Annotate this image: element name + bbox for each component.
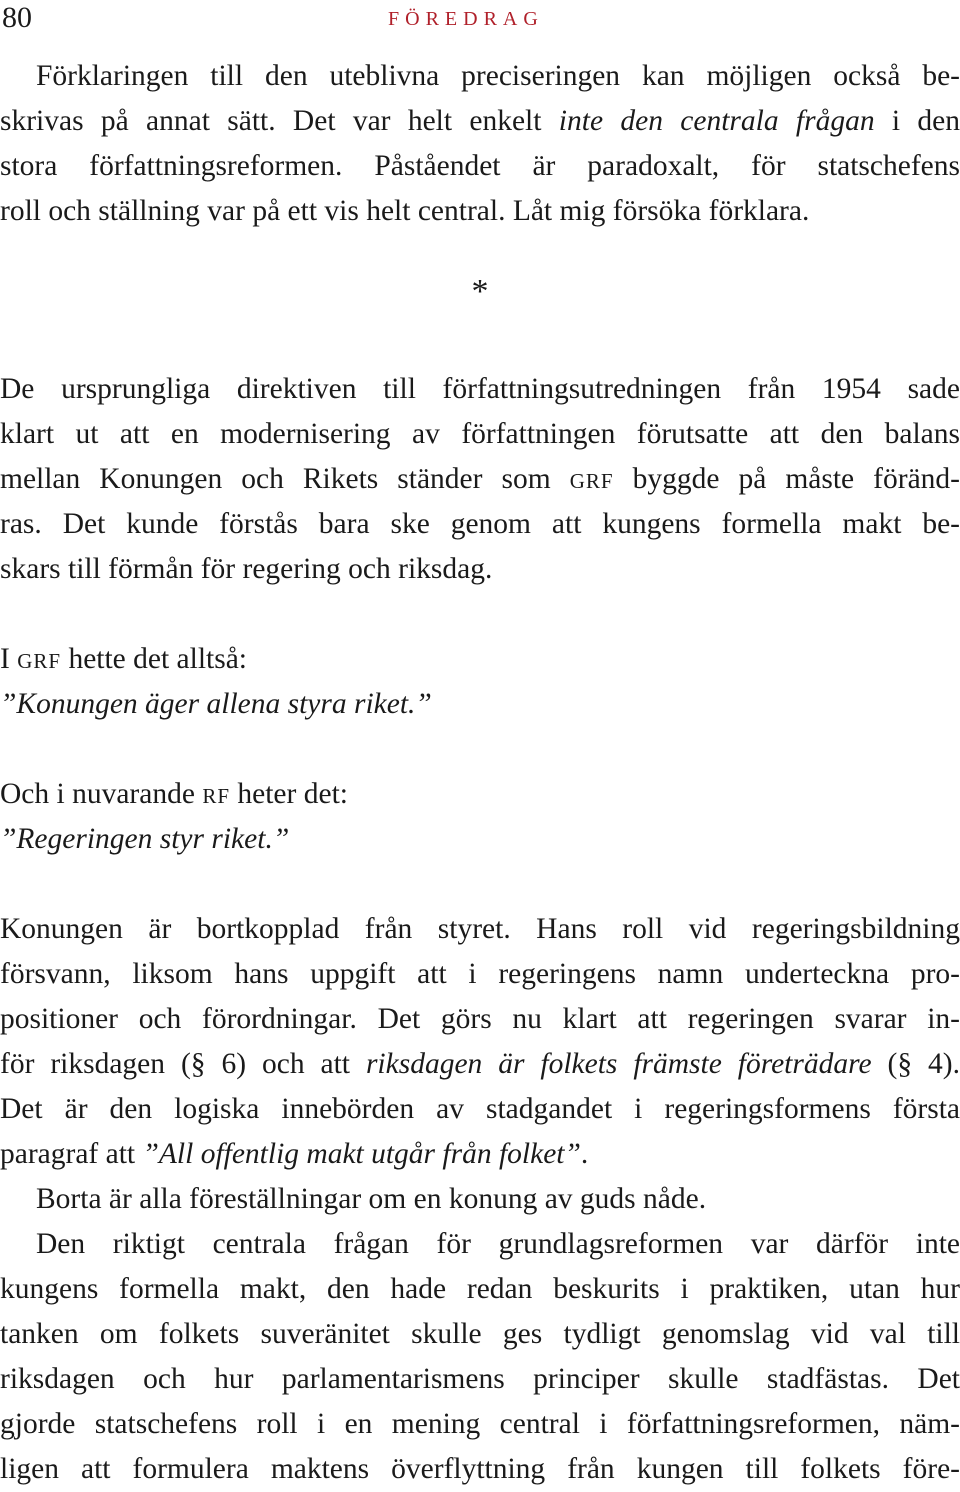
text-line	[0, 907, 960, 952]
text-run: ligen att formulera maktens överflyttning från kungen till folkets före-	[0, 1453, 960, 1485]
text-run: I	[0, 643, 10, 675]
text-line	[0, 144, 960, 189]
text-line	[0, 952, 960, 997]
text-run: stora författningsreformen. Påståendet är paradoxalt, för statschefens	[0, 150, 960, 182]
paragraph-directives	[0, 367, 960, 592]
text-run: Det är den logiska innebörden av stadgandet i regeringsformens första	[0, 1093, 960, 1125]
text-run: skrivas på annat sätt. Det var helt enkelt	[0, 105, 542, 137]
section-separator-asterisk: *	[471, 273, 489, 310]
quote-block-grf	[0, 637, 960, 727]
text-line	[0, 367, 960, 412]
abbreviation-grf: grf	[17, 643, 62, 675]
text-run: Förklaringen till den uteblivna preciseringen kan möjligen också be-	[36, 60, 960, 92]
text-line	[0, 99, 960, 144]
emphasis-text: inte den centrala frågan	[558, 105, 875, 137]
quotation: ”Regeringen styr riket.”	[0, 823, 290, 855]
text-run: för riksdagen (§ 6) och att	[0, 1048, 350, 1080]
paragraph-explanation	[0, 54, 960, 234]
text-run: (§ 4).	[887, 1048, 960, 1080]
text-line	[0, 1447, 960, 1492]
quote-line	[0, 817, 960, 862]
text-line	[0, 1267, 960, 1312]
text-line	[0, 412, 960, 457]
text-line	[0, 547, 960, 592]
emphasis-text: ”All offentlig makt utgår från folket”	[142, 1138, 581, 1170]
text-run: klart ut att en modernisering av författningen förutsatte att den balans	[0, 418, 960, 450]
text-run: Den riktigt centrala frågan för grundlagsreformen var därför inte	[36, 1228, 960, 1260]
text-run: försvann, liksom hans uppgift att i regeringens namn underteckna pro-	[0, 958, 960, 990]
text-line	[0, 1402, 960, 1447]
text-run: kungens formella makt, den hade redan beskurits i praktiken, utan hur	[0, 1273, 960, 1305]
text-run: heter det:	[237, 778, 348, 810]
abbreviation-grf: grf	[569, 463, 614, 495]
text-run: ras. Det kunde förstås bara ske genom att kungens formella makt be-	[0, 508, 960, 540]
text-run: roll och ställning var på ett vis helt central. Låt mig försöka förklara.	[0, 195, 810, 227]
running-head: FÖREDRAG	[388, 8, 544, 30]
text-line	[0, 1357, 960, 1402]
text-line	[0, 1222, 960, 1267]
text-run: riksdagen och hur parlamentarismens principer skulle stadfästas. Det	[0, 1363, 960, 1395]
emphasis-text: riksdagen är folkets främste företrädare	[365, 1048, 872, 1080]
quotation: ”Konungen äger allena styra riket.”	[0, 688, 432, 720]
text-line	[0, 1132, 960, 1177]
text-run: Konungen är bortkopplad från styret. Hans roll vid regeringsbildning	[0, 913, 960, 945]
text-run: Och i nuvarande	[0, 778, 195, 810]
text-line	[0, 997, 960, 1042]
text-line	[0, 54, 960, 99]
text-run: skars till förmån för regering och riksdag.	[0, 553, 493, 585]
text-line	[0, 772, 960, 817]
text-line	[0, 1087, 960, 1132]
text-line	[0, 637, 960, 682]
quote-line	[0, 682, 960, 727]
quote-block-rf	[0, 772, 960, 862]
page-number: 80	[2, 1, 32, 34]
text-line	[0, 502, 960, 547]
text-run: positioner och förordningar. Det görs nu klart att regeringen svarar in-	[0, 1003, 960, 1035]
text-line	[0, 1312, 960, 1357]
text-line	[0, 1042, 960, 1087]
text-run: gjorde statschefens roll i en mening central i författningsreformen, näm-	[0, 1408, 960, 1440]
text-run: mellan Konungen och Rikets ständer som	[0, 463, 551, 495]
abbreviation-rf: rf	[202, 778, 231, 810]
text-run: paragraf att	[0, 1138, 136, 1170]
text-run: .	[580, 1138, 589, 1170]
paragraph-conclusion	[0, 907, 960, 1492]
text-line	[0, 1177, 960, 1222]
text-run: byggde på måste föränd-	[632, 463, 960, 495]
text-line	[0, 189, 960, 234]
text-run: De ursprungliga direktiven till författningsutredningen från 1954 sade	[0, 373, 960, 405]
text-run: tanken om folkets suveränitet skulle ges tydligt genomslag vid val till	[0, 1318, 960, 1350]
page-header	[0, 0, 960, 36]
text-line	[0, 457, 960, 502]
text-run: hette det alltså:	[68, 643, 248, 675]
text-run: i den	[891, 105, 960, 137]
text-run: Borta är alla föreställningar om en konung av guds nåde.	[36, 1183, 707, 1215]
